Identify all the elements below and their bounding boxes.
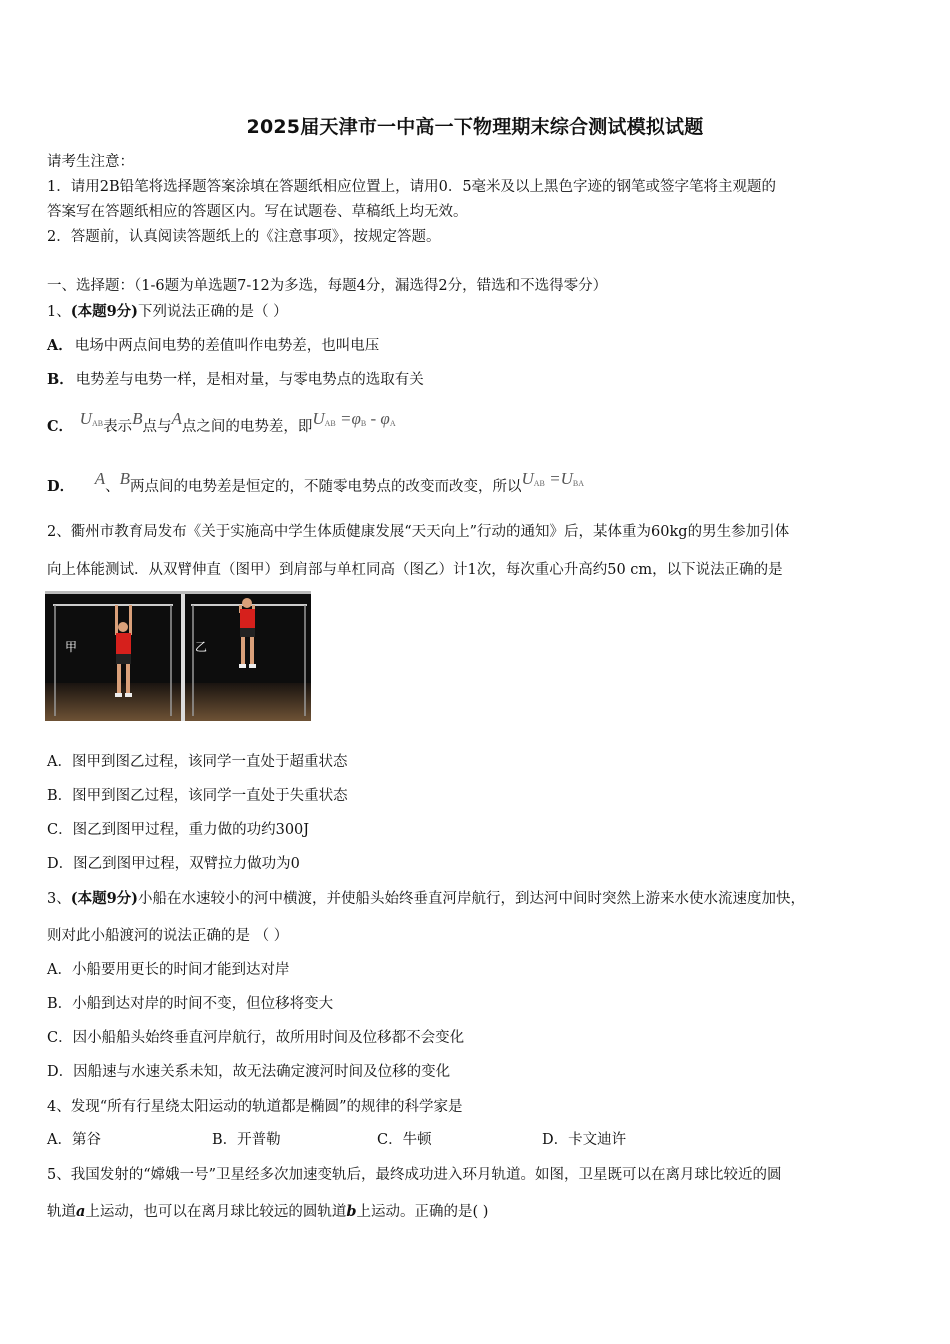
q3-stem-line-2: 则对此小船渡河的说法正确的是 （ ）	[47, 928, 289, 944]
q2-option-c: C．图乙到图甲过程，重力做的功约300J	[47, 822, 310, 838]
q2-stem-line-2: 向上体能测试．从双臂伸直（图甲）到肩部与单杠同高（图乙）计1次，每次重心升高约50 cm，以下说法正确的是	[47, 562, 783, 578]
notice-line-2: 答案写在答题纸相应的答题区内。写在试题卷、草稿纸上均无效。	[47, 204, 468, 220]
notice-line-1: 1．请用2B铅笔将选择题答案涂填在答题纸相应位置上，请用0．5毫米及以上黑色字迹的钢笔或签字笔将主观题的	[47, 179, 777, 195]
q2-option-b: B．图甲到图乙过程，该同学一直处于失重状态	[47, 788, 348, 804]
q2-stem-line-1: 2、衢州市教育局发布《关于实施高中学生体质健康发展“天天向上”行动的通知》后，某体重为60kg的男生参加引体	[47, 524, 790, 540]
q3-stem-line-1: 3、(本题9分)小船在水速较小的河中横渡，并使船头始终垂直河岸航行，到达河中间时突然上游来水使水流速度加快，	[47, 890, 806, 907]
q3-option-a: A．小船要用更长的时间才能到达对岸	[47, 962, 290, 978]
q1-option-c: C． $U_{AB}$表示B点与A点之间的电势差，即$U_{AB} =\varphi_B - \varphi_A$	[47, 409, 396, 435]
q1-option-a: A． 电场中两点间电势的差值叫作电势差，也叫电压	[47, 337, 380, 354]
q1-c-formula: $U_{AB} =\varphi_B - \varphi_A$	[312, 409, 396, 428]
fig-label-yi: 乙	[195, 640, 208, 654]
q1-d-formula: $U_{AB} =U_{BA}$	[521, 469, 584, 488]
fig-label-jia: 甲	[65, 640, 78, 654]
q4-option-c: C．牛顿	[377, 1132, 432, 1148]
q3-option-c: C．因小船船头始终垂直河岸航行，故所用时间及位移都不会变化	[47, 1030, 465, 1046]
q3-option-d: D．因船速与水速关系未知，故无法确定渡河时间及位移的变化	[47, 1064, 451, 1080]
q1-option-d: D． A、B两点间的电势差是恒定的，不随零电势点的改变而改变，所以$U_{AB} =U_{BA}$	[47, 469, 584, 495]
q5-stem-line-2: 轨道a上运动，也可以在离月球比较远的圆轨道b上运动。正确的是( )	[47, 1203, 489, 1220]
notice-line-3: 2．答题前，认真阅读答题纸上的《注意事项》，按规定答题。	[47, 229, 441, 245]
q1-c-uab: $U_{AB}$	[79, 409, 104, 428]
section-heading: 一、选择题：（1-6题为单选题7-12为多选，每题4分，漏选得2分，错选和不选得零分）	[47, 278, 608, 294]
q4-option-d: D．卡文迪许	[542, 1132, 627, 1148]
q2-option-a: A．图甲到图乙过程，该同学一直处于超重状态	[47, 754, 348, 770]
q4-option-b: B．开普勒	[212, 1132, 281, 1148]
q4-option-a: A．第谷	[47, 1132, 101, 1148]
pull-up-photo	[45, 591, 311, 721]
notice-heading: 请考生注意：	[47, 154, 134, 170]
q4-options	[47, 1130, 626, 1150]
q2-option-d: D．图乙到图甲过程，双臂拉力做功为0	[47, 856, 300, 872]
q1-option-b: B． 电势差与电势一样，是相对量，与零电势点的选取有关	[47, 371, 424, 388]
q4-stem: 4、发现“所有行星绕太阳运动的轨道都是椭圆”的规律的科学家是	[47, 1099, 463, 1115]
q3-option-b: B．小船到达对岸的时间不变，但位移将变大	[47, 996, 334, 1012]
q5-stem-line-1: 5、我国发射的“嫦娥一号”卫星经多次加速变轨后，最终成功进入环月轨道。如图，卫星既可以在离月球比较近的圆	[47, 1167, 782, 1183]
q1-stem: 1、(本题9分)下列说法正确的是（ ）	[47, 303, 288, 320]
page-title: 2025届天津市一中高一下物理期末综合测试模拟试题	[246, 116, 704, 138]
